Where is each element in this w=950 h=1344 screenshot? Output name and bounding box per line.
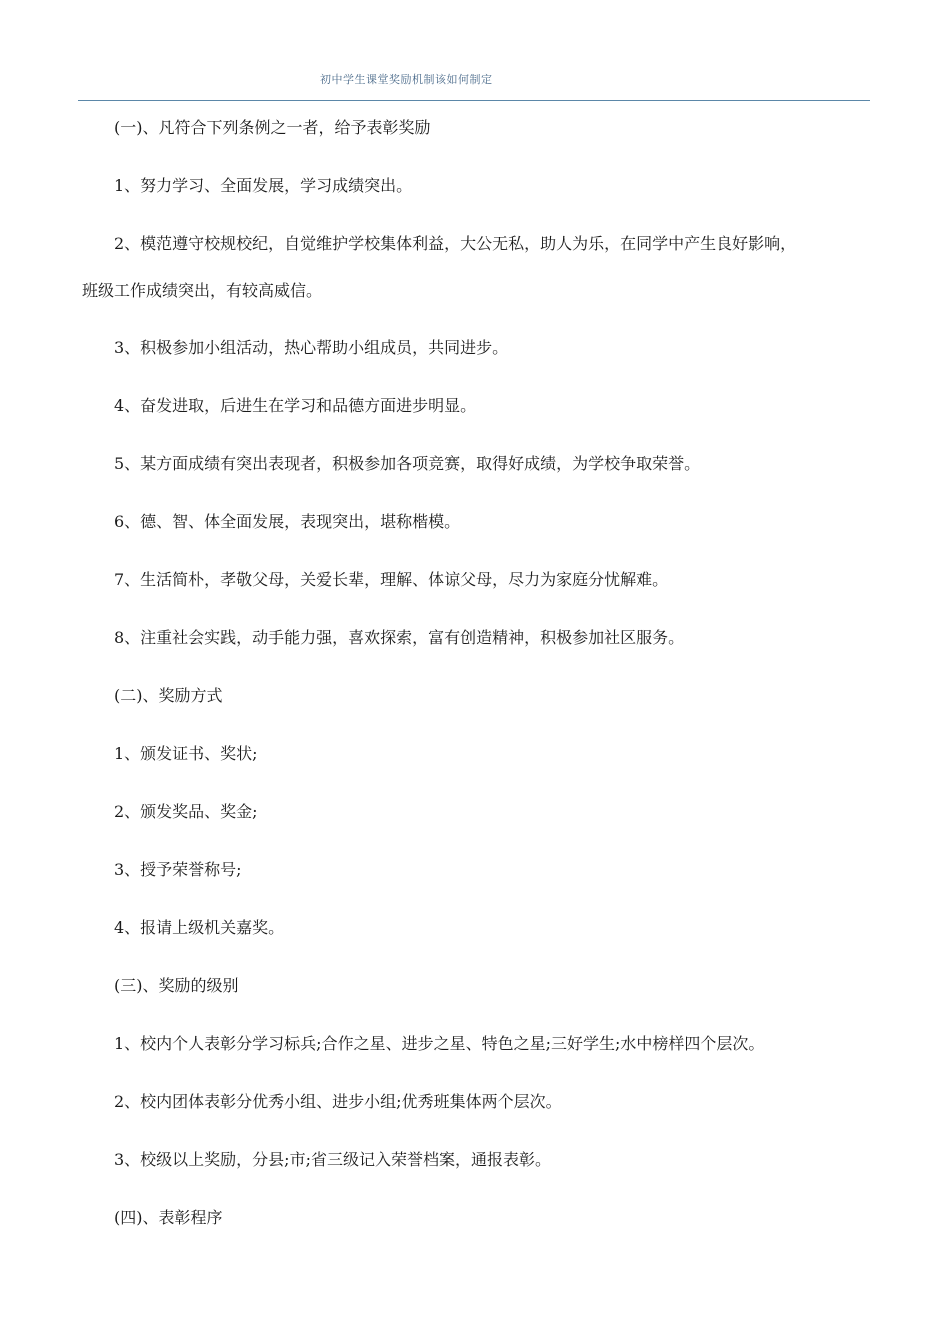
paragraph: 7、生活简朴，孝敬父母，关爱长辈，理解、体谅父母，尽力为家庭分忧解难。: [114, 570, 669, 589]
paragraph: 1、努力学习、全面发展，学习成绩突出。: [114, 176, 413, 195]
paragraph: 5、某方面成绩有突出表现者，积极参加各项竞赛，取得好成绩，为学校争取荣誉。: [114, 454, 701, 473]
paragraph: 2、模范遵守校规校纪，自觉维护学校集体利益，大公无私，助人为乐，在同学中产生良好影响，: [114, 234, 797, 253]
page-header: [0, 0, 950, 102]
section-heading-2: (二)、奖励方式: [114, 686, 223, 705]
header-title: 初中学生课堂奖励机制该如何制定: [320, 73, 493, 86]
paragraph: 1、颁发证书、奖状;: [114, 744, 258, 763]
paragraph: 1、校内个人表彰分学习标兵;合作之星、进步之星、特色之星;三好学生;水中榜样四个层次。: [114, 1034, 765, 1053]
paragraph: 6、德、智、体全面发展，表现突出，堪称楷模。: [114, 512, 461, 531]
section-heading-4: (四)、表彰程序: [114, 1208, 223, 1227]
paragraph: 3、校级以上奖励，分县;市;省三级记入荣誉档案，通报表彰。: [114, 1150, 551, 1169]
section-heading-1: (一)、凡符合下列条例之一者，给予表彰奖励: [114, 118, 431, 137]
paragraph: 4、奋发进取，后进生在学习和品德方面进步明显。: [114, 396, 477, 415]
paragraph: 4、报请上级机关嘉奖。: [114, 918, 285, 937]
header-divider: [78, 100, 870, 101]
paragraph-continuation: 班级工作成绩突出，有较高威信。: [82, 281, 323, 300]
paragraph: 3、积极参加小组活动，热心帮助小组成员，共同进步。: [114, 338, 509, 357]
paragraph: 2、颁发奖品、奖金;: [114, 802, 258, 821]
paragraph: 3、授予荣誉称号;: [114, 860, 242, 879]
paragraph: 2、校内团体表彰分优秀小组、进步小组;优秀班集体两个层次。: [114, 1092, 562, 1111]
section-heading-3: (三)、奖励的级别: [114, 976, 239, 995]
paragraph: 8、注重社会实践，动手能力强，喜欢探索，富有创造精神，积极参加社区服务。: [114, 628, 685, 647]
